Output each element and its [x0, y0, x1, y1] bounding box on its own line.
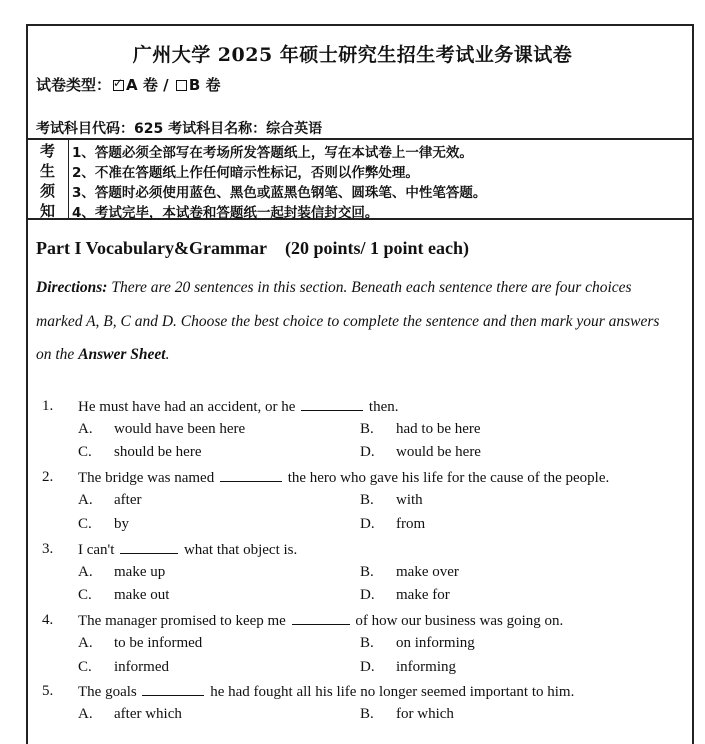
question-number: 1. — [42, 398, 54, 414]
option-letter: D. — [360, 444, 375, 460]
notice-heading — [28, 140, 69, 218]
option-letter: B. — [360, 706, 374, 722]
option-text: make out — [114, 587, 170, 603]
paper-type-a: A 卷 — [126, 76, 158, 94]
question-number: 3. — [42, 541, 54, 557]
notice-heading-char: 考 — [40, 142, 56, 160]
answer-sheet-term: Answer Sheet — [78, 346, 166, 363]
option-letter: A. — [78, 492, 93, 508]
answer-blank — [220, 469, 282, 482]
notice-rule: 1、答题必须全部写在考场所发答题纸上，写在本试卷上一律无效。 — [72, 145, 473, 161]
option-text: informing — [396, 659, 456, 675]
option-text: after — [114, 492, 142, 508]
option-letter: C. — [78, 587, 92, 603]
option-letter: D. — [360, 659, 375, 675]
option-letter: A. — [78, 706, 93, 722]
notice-heading-char: 知 — [40, 202, 56, 220]
option-letter: B. — [360, 421, 374, 437]
option-text: make up — [114, 564, 166, 580]
option-text: would be here — [396, 444, 481, 460]
stem-text: I can't — [78, 542, 119, 558]
option-letter: C. — [78, 659, 92, 675]
stem-text: he had fought all his life no longer seemed important to him. — [206, 684, 575, 700]
stem-text: The goals — [78, 684, 141, 700]
option-text: should be here — [114, 444, 202, 460]
notice-heading-char: 须 — [40, 182, 56, 200]
paper-type-separator: / — [163, 76, 169, 94]
stem-text: The manager promised to keep me — [78, 613, 290, 629]
question-stem — [78, 398, 399, 416]
notice-heading-char: 生 — [40, 162, 56, 180]
option-letter: A. — [78, 421, 93, 437]
option-letter: B. — [360, 564, 374, 580]
question-number: 4. — [42, 612, 54, 628]
paper-type-b: B 卷 — [188, 76, 221, 94]
answer-blank — [301, 398, 363, 411]
subject-line: 考试科目代码：625 考试科目名称：综合英语 — [36, 121, 323, 137]
paper-type-line — [36, 74, 220, 95]
paper-type-label: 试卷类型： — [36, 76, 112, 94]
option-letter: D. — [360, 516, 375, 532]
question-stem — [78, 541, 297, 559]
notice-rule: 2、不准在答题纸上作任何暗示性标记，否则以作弊处理。 — [72, 165, 419, 181]
option-text: informed — [114, 659, 169, 675]
directions-line-1 — [36, 279, 632, 297]
stem-text: of how our business was going on. — [351, 613, 564, 629]
option-text: to be informed — [114, 635, 203, 651]
directions-line-3 — [36, 346, 170, 364]
option-text: after which — [114, 706, 182, 722]
option-text: by — [114, 516, 129, 532]
question-stem — [78, 683, 574, 701]
answer-blank — [120, 541, 178, 554]
option-letter: C. — [78, 516, 92, 532]
stem-text: He must have had an accident, or he — [78, 399, 300, 415]
directions-label: Directions: — [36, 279, 108, 296]
stem-text: then. — [365, 399, 399, 415]
part-title: Part I Vocabulary&Grammar — [36, 238, 267, 258]
option-text: make for — [396, 587, 450, 603]
stem-text: The bridge was named — [78, 470, 218, 486]
answer-blank — [292, 612, 350, 625]
option-letter: B. — [360, 635, 374, 651]
directions-text: There are 20 sentences in this section. Beneath each sentence there are four choices — [107, 279, 632, 296]
option-letter: B. — [360, 492, 374, 508]
part-heading — [36, 238, 469, 259]
answer-blank — [142, 683, 204, 696]
part-points: (20 points/ 1 point each) — [284, 238, 469, 258]
notice-rule: 3、答题时必须使用蓝色、黑色或蓝黑色钢笔、圆珠笔、中性笔答题。 — [72, 185, 487, 201]
option-text: on informing — [396, 635, 475, 651]
unchecked-box-icon — [176, 80, 187, 91]
candidate-notice — [28, 138, 692, 220]
exam-title: 广州大学 2025 年硕士研究生招生考试业务课试卷 — [132, 44, 573, 66]
option-letter: D. — [360, 587, 375, 603]
option-text: make over — [396, 564, 459, 580]
question-stem — [78, 469, 609, 487]
notice-rule: 4、考试完毕，本试卷和答题纸一起封装信封交回。 — [72, 205, 379, 221]
option-letter: A. — [78, 564, 93, 580]
directions-text: . — [165, 346, 170, 363]
question-stem — [78, 612, 563, 630]
option-text: had to be here — [396, 421, 481, 437]
checked-box-icon — [113, 80, 124, 91]
stem-text: what that object is. — [180, 542, 298, 558]
stem-text: the hero who gave his life for the cause of the people. — [283, 470, 610, 486]
question-number: 2. — [42, 469, 54, 485]
option-letter: C. — [78, 444, 92, 460]
question-number: 5. — [42, 683, 54, 699]
option-text: from — [396, 516, 426, 532]
option-letter: A. — [78, 635, 93, 651]
option-text: with — [396, 492, 423, 508]
directions-line-2: marked A, B, C and D. Choose the best choice to complete the sentence and then mark your answers — [36, 313, 660, 330]
directions-text: on the — [36, 346, 79, 363]
option-text: for which — [396, 706, 454, 722]
option-text: would have been here — [114, 421, 246, 437]
